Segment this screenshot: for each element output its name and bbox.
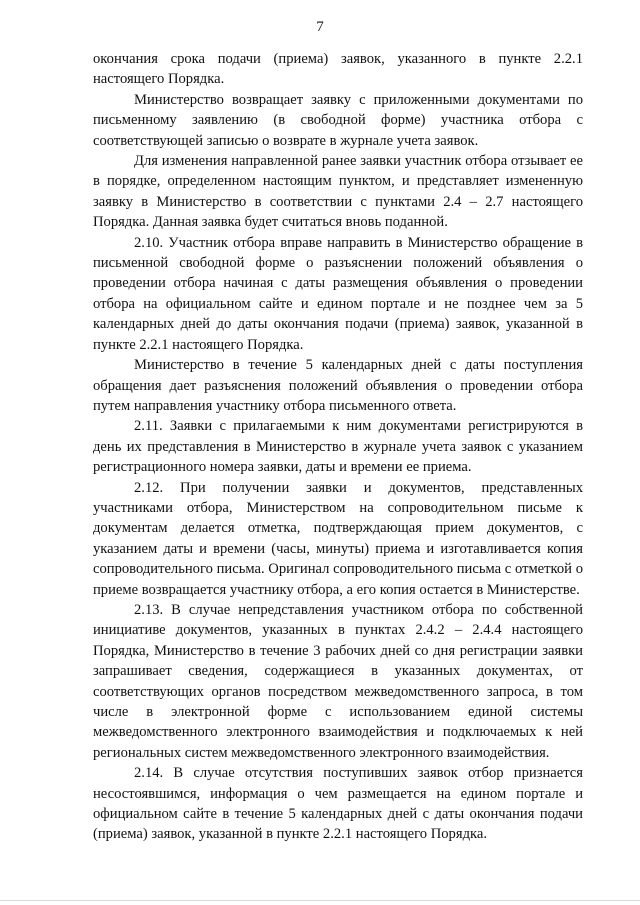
- page-number: 7: [316, 19, 324, 35]
- paragraph-2-11: 2.11. Заявки с прилагаемыми к ним документами регистрируются в день их представления в Министерство в журнале учета заявок с указанием регистрационного номера заявки, даты и времени ее приема.: [93, 418, 583, 476]
- paragraph-2-13: 2.13. В случае непредставления участником отбора по собственной инициативе документов, указанных в пунктах 2.4.2 – 2.4.4 настоящего Порядка, Министерство в течение 3 рабочих дней со дня регистрации заявки запрашивает сведения, содержащиеся в указанных документах, от соответствующих органов посредством межведомственного запроса, в том числе в электронной форме с использованием единой системы межведомственного электронного взаимодействия и подключаемых к ней региональных систем межведомственного электронного взаимодействия.: [93, 601, 583, 761]
- document-body: [93, 49, 583, 845]
- paragraph-2-12: 2.12. При получении заявки и документов, представленных участниками отбора, Министерством на сопроводительном письме к документам делается отметка, подтверждающая прием документов, с указанием даты и времени (часы, минуты) приема и изготавливается копия сопроводительного письма. Оригинал сопроводительного письма с отметкой о приеме возвращается участнику отбора, а его копия остается в Министерстве.: [93, 479, 583, 598]
- paragraph-continuation: окончания срока подачи (приема) заявок, указанного в пункте 2.2.1 настоящего Порядка.: [93, 51, 583, 88]
- paragraph-2-14: 2.14. В случае отсутствия поступивших заявок отбор признается несостоявшимся, информация о чем размещается на едином портале и официальном сайте в течение 5 календарных дней с даты окончания подачи (приема) заявок, указанной в пункте 2.2.1 настоящего Порядка.: [93, 765, 583, 843]
- paragraph-return-application: Министерство возвращает заявку с приложенными документами по письменному заявлению (в свободной форме) участника отбора с соответствующей записью о возврате в журнале учета заявок.: [93, 91, 583, 149]
- paragraph-ministry-clarification: Министерство в течение 5 календарных дней с даты поступления обращения дает разъяснения положений объявления о проведении отбора путем направления участнику отбора письменного ответа.: [93, 357, 583, 414]
- page-bottom-edge: [0, 900, 640, 901]
- paragraph-change-application: Для изменения направленной ранее заявки участник отбора отзывает ее в порядке, определенном настоящим пунктом, и представляет измененную заявку в Министерство в соответствии с пунктами 2.4 – 2.7 настоящего Порядка. Данная заявка будет считаться вновь поданной.: [93, 153, 583, 231]
- paragraph-2-10: 2.10. Участник отбора вправе направить в Министерство обращение в письменной свободной форме о разъяснении положений объявления о проведении отбора начиная с даты размещения объявления о проведении отбора на официальном сайте и едином портале и не позднее чем за 5 календарных дней до даты окончания подачи (приема) заявок, указанной в пункте 2.2.1 настоящего Порядка.: [93, 234, 583, 353]
